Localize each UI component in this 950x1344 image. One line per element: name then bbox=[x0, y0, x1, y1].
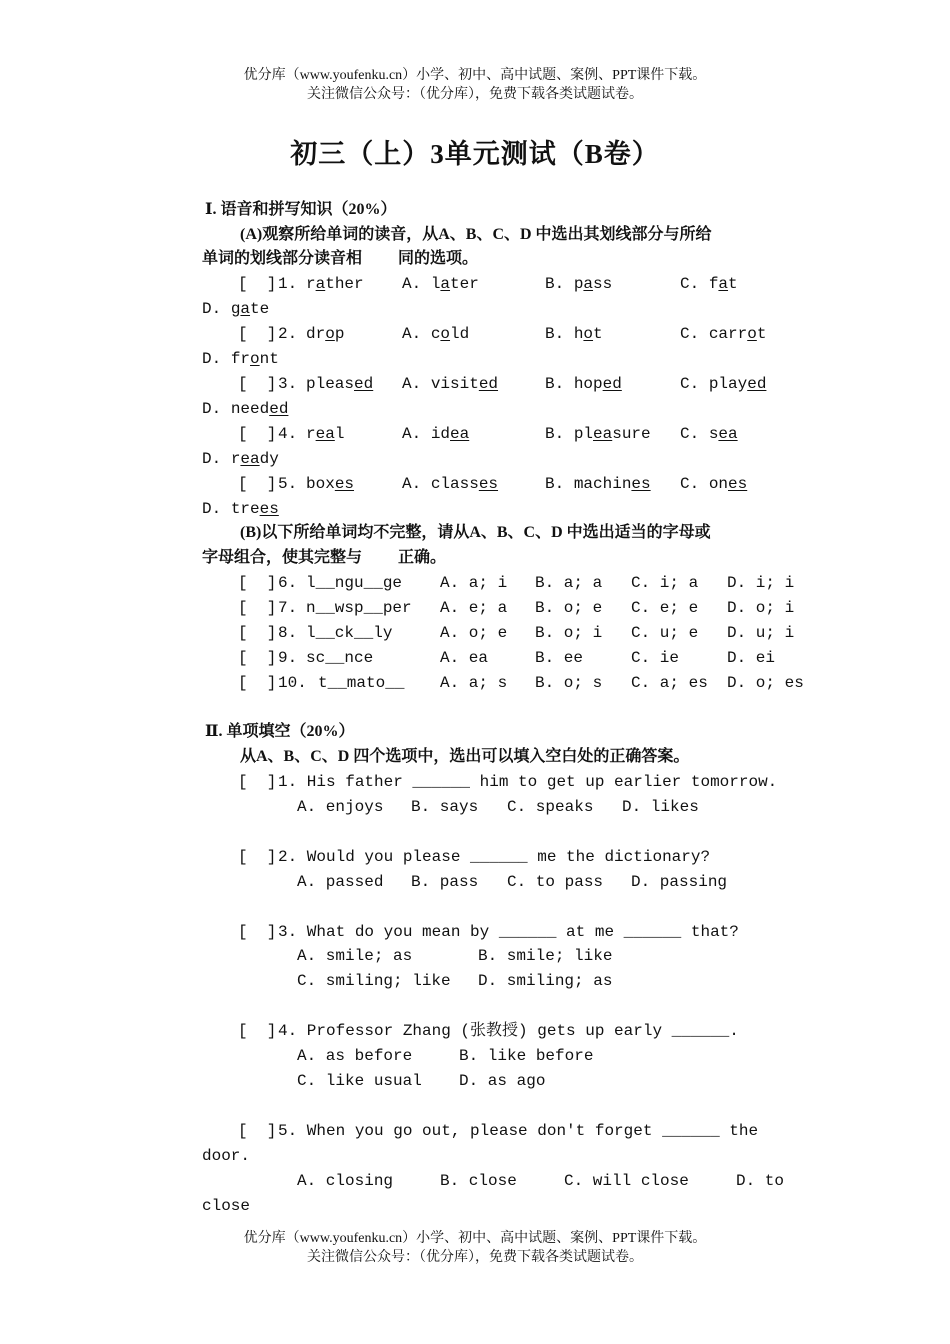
option-c: C. smiling; like bbox=[297, 972, 451, 990]
incomplete-word: l__ngu__ge bbox=[306, 574, 403, 592]
option-b: B. o; i bbox=[535, 624, 603, 642]
incomplete-word: l__ck__ly bbox=[306, 624, 393, 642]
given-word: pleased bbox=[306, 375, 374, 393]
underlined-part: a bbox=[440, 275, 451, 293]
incomplete-word: sc__nce bbox=[306, 649, 374, 667]
question-number: 2. bbox=[278, 325, 298, 343]
underlined-part: ea bbox=[718, 425, 738, 443]
option-b: B. hot bbox=[545, 325, 603, 343]
underlined-part: o bbox=[440, 325, 451, 343]
question-stem: 4. Professor Zhang (张教授) gets up early ______. bbox=[278, 1022, 739, 1040]
incomplete-word: n__wsp__per bbox=[306, 599, 412, 617]
page-title: 初三（上）3单元测试（B卷） bbox=[290, 139, 660, 169]
answer-bracket[interactable]: [ ] bbox=[238, 923, 277, 941]
answer-bracket[interactable]: [ ] bbox=[238, 475, 277, 493]
option-c: C. will close bbox=[564, 1172, 689, 1190]
underlined-part: es bbox=[728, 475, 748, 493]
option-a: A. smile; as bbox=[297, 947, 413, 965]
option-d: D. to bbox=[736, 1172, 785, 1190]
question-number: 3. bbox=[278, 375, 298, 393]
question-stem: 2. Would you please ______ me the dictionary? bbox=[278, 848, 711, 866]
option-a: A. ea bbox=[440, 649, 489, 667]
section1-partB-instruction-1: (B)以下所给单词均不完整，请从A、B、C、D 中选出适当的字母或 bbox=[240, 524, 711, 541]
answer-bracket[interactable]: [ ] bbox=[238, 574, 277, 592]
option-a: A. visited bbox=[402, 375, 499, 393]
underlined-part: a bbox=[315, 275, 326, 293]
option-d: D. i; i bbox=[727, 574, 795, 592]
section1-partB-instruction-2: 字母组合，使其完整与 正确。 bbox=[202, 549, 447, 566]
option-d: D. o; es bbox=[727, 674, 804, 692]
option-d: D. ei bbox=[727, 649, 776, 667]
answer-bracket[interactable]: [ ] bbox=[238, 1122, 277, 1140]
option-d: D. trees bbox=[202, 500, 279, 518]
option-c: C. ie bbox=[631, 649, 680, 667]
question-number: 6. bbox=[278, 574, 298, 592]
option-b: B. o; e bbox=[535, 599, 603, 617]
option-a: A. closing bbox=[297, 1172, 394, 1190]
section2-instruction: 从A、B、C、D 四个选项中，选出可以填入空白处的正确答案。 bbox=[240, 748, 690, 765]
question-number: 7. bbox=[278, 599, 298, 617]
answer-bracket[interactable]: [ ] bbox=[238, 624, 277, 642]
option-c: C. like usual bbox=[297, 1072, 422, 1090]
option-b: B. hoped bbox=[545, 375, 622, 393]
underlined-part: ea bbox=[593, 425, 613, 443]
underlined-part: a bbox=[718, 275, 729, 293]
option-c: C. speaks bbox=[507, 798, 594, 816]
option-d: D. gate bbox=[202, 300, 270, 318]
option-d: D. smiling; as bbox=[478, 972, 613, 990]
underlined-part: o bbox=[250, 350, 260, 368]
option-c: C. to pass bbox=[507, 873, 604, 891]
option-b: B. pleasure bbox=[545, 425, 651, 443]
option-d: D. o; i bbox=[727, 599, 795, 617]
answer-bracket[interactable]: [ ] bbox=[238, 275, 277, 293]
option-c: C. i; a bbox=[631, 574, 699, 592]
option-a: A. o; e bbox=[440, 624, 508, 642]
option-b: B. ee bbox=[535, 649, 584, 667]
option-c: C. fat bbox=[680, 275, 738, 293]
section1-partA-instruction-1: (A)观察所给单词的读音，从A、B、C、D 中选出其划线部分与所给 bbox=[240, 226, 712, 243]
option-d: D. likes bbox=[622, 798, 699, 816]
underlined-part: es bbox=[334, 475, 355, 493]
underlined-part: ed bbox=[602, 375, 622, 393]
question-number: 8. bbox=[278, 624, 298, 642]
given-word: rather bbox=[306, 275, 364, 293]
option-a: A. classes bbox=[402, 475, 499, 493]
underlined-part: ed bbox=[747, 375, 767, 393]
option-b: B. pass bbox=[545, 275, 613, 293]
underlined-part: o bbox=[325, 325, 335, 343]
answer-bracket[interactable]: [ ] bbox=[238, 674, 277, 692]
underlined-part: ea bbox=[315, 425, 335, 443]
underlined-part: ea bbox=[240, 450, 260, 468]
question-number: 5. bbox=[278, 475, 298, 493]
section1-heading: Ⅰ. 语音和拼写知识（20%） bbox=[205, 201, 397, 218]
question-number: 4. bbox=[278, 425, 298, 443]
option-a: A. later bbox=[402, 275, 479, 293]
option-a: A. e; a bbox=[440, 599, 508, 617]
section2-heading: Ⅱ. 单项填空（20%） bbox=[205, 723, 355, 740]
option-b: B. says bbox=[411, 798, 479, 816]
question-number: 9. bbox=[278, 649, 298, 667]
option-d-continued: close bbox=[202, 1197, 251, 1215]
option-d: D. front bbox=[202, 350, 279, 368]
option-a: A. as before bbox=[297, 1047, 413, 1065]
answer-bracket[interactable]: [ ] bbox=[238, 375, 277, 393]
option-b: B. like before bbox=[459, 1047, 594, 1065]
question-number: 1. bbox=[278, 275, 298, 293]
page-footer-line-1: 优分库（www.youfenku.cn）小学、初中、高中试题、案例、PPT课件下载。 bbox=[243, 1231, 707, 1246]
option-a: A. idea bbox=[402, 425, 470, 443]
underlined-part: o bbox=[583, 325, 594, 343]
option-a: A. enjoys bbox=[297, 798, 384, 816]
answer-bracket[interactable]: [ ] bbox=[238, 425, 277, 443]
option-b: B. pass bbox=[411, 873, 479, 891]
given-word: real bbox=[306, 425, 345, 443]
option-c: C. ones bbox=[680, 475, 748, 493]
underlined-part: a bbox=[240, 300, 251, 318]
page-header-line-2: 关注微信公众号：（优分库），免费下载各类试题试卷。 bbox=[307, 87, 643, 102]
option-c: C. e; e bbox=[631, 599, 699, 617]
option-a: A. a; s bbox=[440, 674, 508, 692]
answer-bracket[interactable]: [ ] bbox=[238, 649, 277, 667]
option-c: C. u; e bbox=[631, 624, 699, 642]
answer-bracket[interactable]: [ ] bbox=[238, 848, 277, 866]
page-header-line-1: 优分库（www.youfenku.cn）小学、初中、高中试题、案例、PPT课件下载。 bbox=[243, 68, 707, 83]
option-a: A. cold bbox=[402, 325, 470, 343]
given-word: drop bbox=[306, 325, 345, 343]
option-c: C. carrot bbox=[680, 325, 767, 343]
option-d: D. as ago bbox=[459, 1072, 546, 1090]
underlined-part: ed bbox=[269, 400, 289, 418]
section1-partA-instruction-2: 单词的划线部分读音相 同的选项。 bbox=[202, 250, 479, 267]
option-d: D. ready bbox=[202, 450, 279, 468]
question-number: 10. bbox=[278, 674, 307, 692]
option-c: C. played bbox=[680, 375, 767, 393]
option-d: D. passing bbox=[631, 873, 728, 891]
underlined-part: ea bbox=[450, 425, 470, 443]
option-b: B. machines bbox=[545, 475, 651, 493]
underlined-part: es bbox=[259, 500, 279, 518]
option-d: D. u; i bbox=[727, 624, 795, 642]
answer-bracket[interactable]: [ ] bbox=[238, 1022, 277, 1040]
underlined-part: ed bbox=[354, 375, 374, 393]
option-b: B. a; a bbox=[535, 574, 603, 592]
option-c: C. sea bbox=[680, 425, 738, 443]
page-footer-line-2: 关注微信公众号：（优分库），免费下载各类试题试卷。 bbox=[307, 1250, 643, 1265]
given-word: boxes bbox=[306, 475, 355, 493]
option-b: B. o; s bbox=[535, 674, 603, 692]
incomplete-word: t__mato__ bbox=[318, 674, 405, 692]
question-stem: 3. What do you mean by ______ at me ______ that? bbox=[278, 923, 739, 941]
underlined-part: o bbox=[747, 325, 757, 343]
option-b: B. smile; like bbox=[478, 947, 613, 965]
underlined-part: a bbox=[583, 275, 594, 293]
answer-bracket[interactable]: [ ] bbox=[238, 325, 277, 343]
question-stem: 5. When you go out, please don't forget ______ the bbox=[278, 1122, 759, 1140]
option-b: B. close bbox=[440, 1172, 517, 1190]
option-c: C. a; es bbox=[631, 674, 708, 692]
option-d: D. needed bbox=[202, 400, 289, 418]
question-stem: 1. His father ______ him to get up earlier tomorrow. bbox=[278, 773, 778, 791]
option-a: A. a; i bbox=[440, 574, 508, 592]
question-stem-continued: door. bbox=[202, 1147, 251, 1165]
underlined-part: ed bbox=[478, 375, 499, 393]
answer-bracket[interactable]: [ ] bbox=[238, 599, 277, 617]
answer-bracket[interactable]: [ ] bbox=[238, 773, 277, 791]
option-a: A. passed bbox=[297, 873, 384, 891]
underlined-part: es bbox=[631, 475, 651, 493]
underlined-part: es bbox=[478, 475, 499, 493]
